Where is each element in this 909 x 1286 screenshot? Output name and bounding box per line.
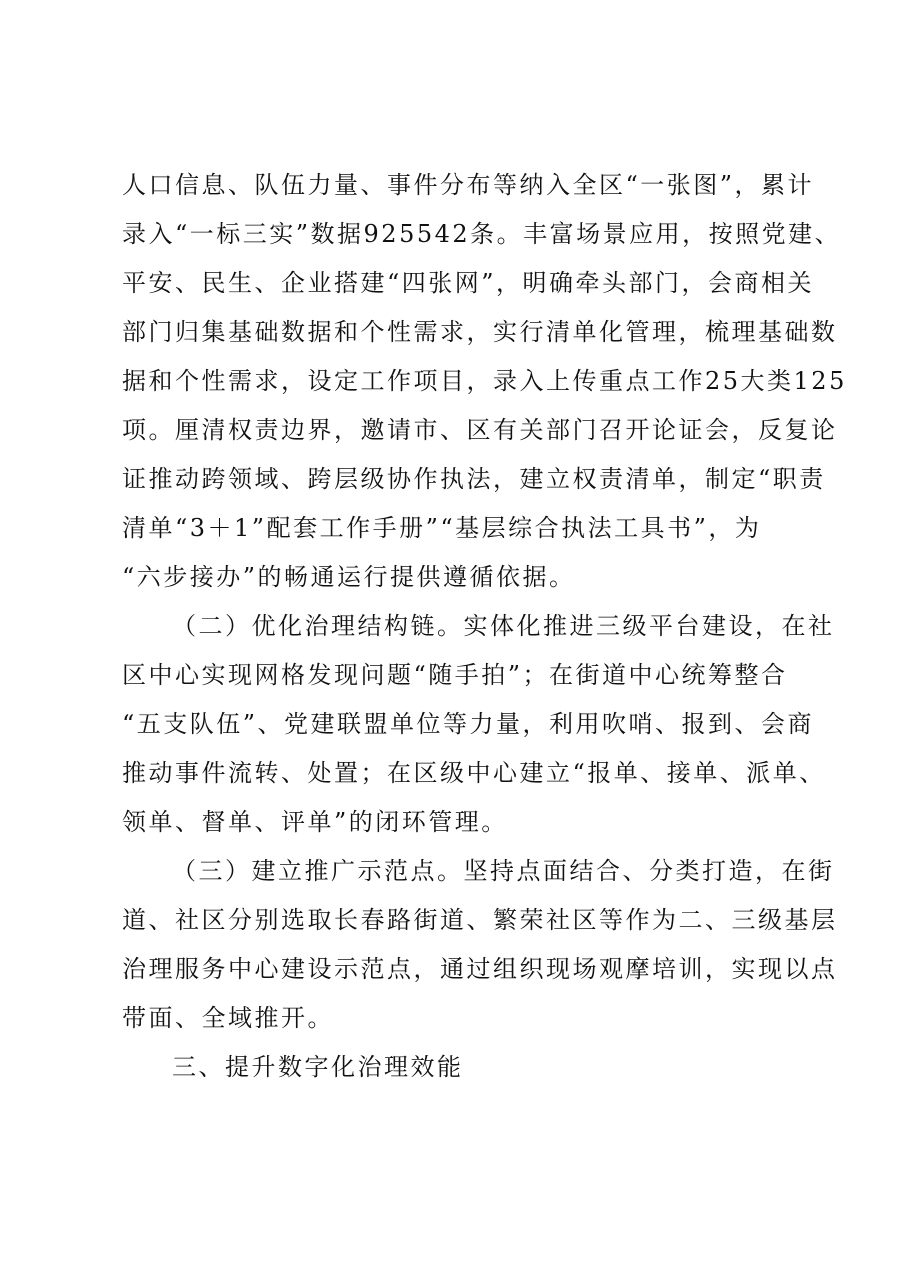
paragraph-3-line-1: （三）建立推广示范点。坚持点面结合、分类打造，在街 (172, 857, 835, 885)
paragraph-1-line-4: 部门归集基础数据和个性需求，实行清单化管理，梳理基础数 (122, 318, 838, 346)
paragraph-1-line-5: 据和个性需求，设定工作项目，录入上传重点工作25大类125 (122, 367, 847, 395)
paragraph-2-line-1: （二）优化治理结构链。实体化推进三级平台建设，在社 (172, 612, 835, 640)
paragraph-1-line-8: 清单“3＋1”配套工作手册”“基层综合执法工具书”，为 (122, 514, 762, 542)
paragraph-2-line-4: 推动事件流转、处置；在区级中心建立“报单、接单、派单、 (122, 759, 826, 787)
paragraph-3-line-4: 带面、全域推开。 (122, 1004, 334, 1032)
paragraph-3-line-3: 治理服务中心建设示范点，通过组织现场观摩培训，实现以点 (122, 955, 838, 983)
paragraph-1-line-9: “六步接办”的畅通运行提供遵循依据。 (122, 563, 576, 591)
paragraph-2-line-5: 领单、督单、评单”的闭环管理。 (122, 808, 508, 836)
paragraph-2-line-3: “五支队伍”、党建联盟单位等力量，利用吹哨、报到、会商 (122, 710, 815, 738)
paragraph-1-line-7: 证推动跨领域、跨层级协作执法，建立权责清单，制定“职责 (122, 465, 826, 493)
paragraph-3-line-2: 道、社区分别选取长春路街道、繁荣社区等作为二、三级基层 (122, 906, 838, 934)
paragraph-1-line-1: 人口信息、队伍力量、事件分布等纳入全区“一张图”，累计 (122, 171, 815, 199)
section-heading: 三、提升数字化治理效能 (172, 1053, 464, 1081)
paragraph-1-line-2: 录入“一标三实”数据925542条。丰富场景应用，按照党建、 (122, 220, 842, 248)
paragraph-1-line-6: 项。厘清权责边界，邀请市、区有关部门召开论证会，反复论 (122, 416, 838, 444)
paragraph-1-line-3: 平安、民生、企业搭建“四张网”，明确牵头部门，会商相关 (122, 269, 815, 297)
paragraph-2-line-2: 区中心实现网格发现问题“随手拍”；在街道中心统筹整合 (122, 661, 788, 689)
